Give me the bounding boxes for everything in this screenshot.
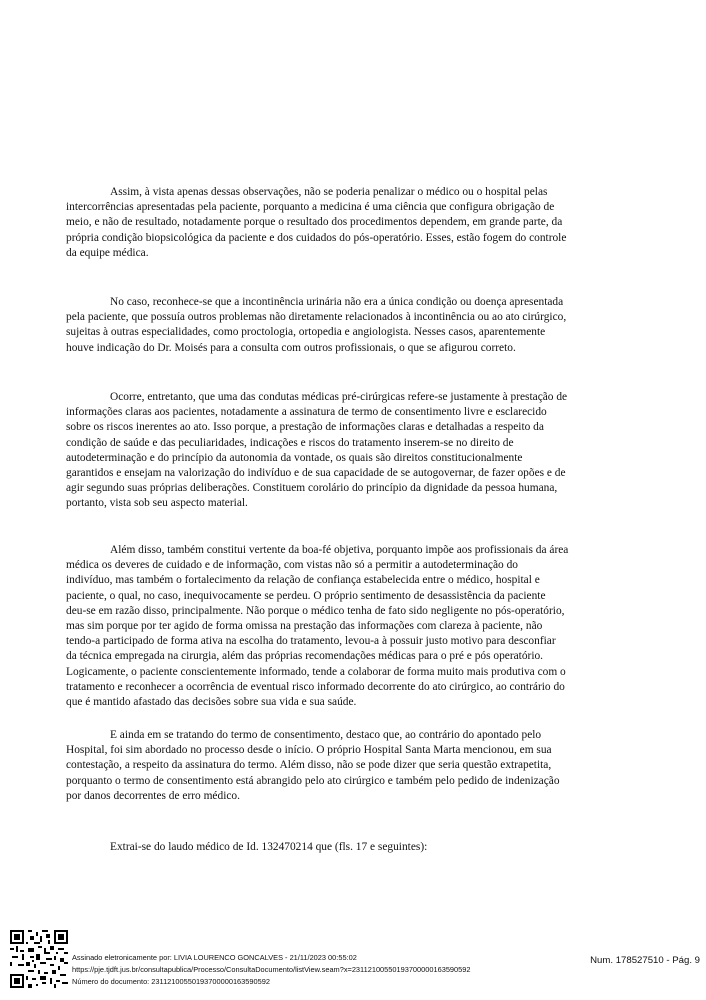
document-number: Número do documento: 23112100550193700000163590592 <box>72 977 270 986</box>
paragraph-line: paciente, o qual, no caso, inequivocamente se perdeu. O próprio sentimento de desassistência da paciente <box>66 589 546 602</box>
paragraph-line: garantidos e ensejam na valorização do indivíduo e de sua capacidade de se autogovernar, de fazer opões e de <box>66 467 566 480</box>
paragraph-line: autodeterminação e do princípio da autonomia da vontade, os quais são direitos constitucionalmente <box>66 451 523 464</box>
paragraph-line: agir segundo suas próprias deliberações. Constituem corolário do princípio da dignidade da pessoa humana, <box>66 482 558 495</box>
paragraph-line: contestação, a respeito da assinatura do termo. Além disso, não se pode dizer que seria questão extrapetita, <box>66 759 552 772</box>
paragraph-line: que é mantido afastado das decisões sobre sua vida e sua saúde. <box>66 696 357 709</box>
qr-code-icon <box>10 930 68 988</box>
paragraph-line: da técnica empregada na cirurgia, além das próprias recomendações médicas para o pré e pós operatório. <box>66 650 544 663</box>
paragraph-line: própria condição biopsicológica da paciente e dos cuidados do pós-operatório. Esses, estão fogem do controle <box>66 231 567 244</box>
paragraph-line: indivíduo, mas também o fortalecimento da relação de confiança estabelecida entre o médico, hospital e <box>66 574 540 587</box>
paragraph-6 <box>66 840 642 855</box>
signature-line: Assinado eletronicamente por: LIVIA LOURENCO GONCALVES - 21/11/2023 00:55:02 <box>72 953 357 962</box>
paragraph-line: Além disso, também constitui vertente da boa-fé objetiva, porquanto impõe aos profissionais da área <box>110 544 569 556</box>
paragraph-line: condição de saúde e das peculiaridades, indicações e riscos do tratamento inserem-se no direito de <box>66 436 514 449</box>
paragraph-line: houve indicação do Dr. Moisés para a consulta com outros profissionais, o que se afigurou correto. <box>66 341 516 354</box>
paragraph-line: médica os deveres de cuidado e de informação, com vistas não só a permitir a autodeterminação do <box>66 559 518 572</box>
paragraph-line: porquanto o termo de consentimento está abrangido pelo ato cirúrgico e também pelo pedido de indenização <box>66 774 560 787</box>
paragraph-line: tratamento e reconhecer a ocorrência de eventual risco informado decorrente do ato cirúrgico, ao contrário do <box>66 680 565 693</box>
document-url[interactable]: https://pje.tjdft.jus.br/consultapublica/Processo/ConsultaDocumento/listView.seam?x=23112100550193700000163590592 <box>72 965 471 974</box>
paragraph-line: Extrai-se do laudo médico de Id. 132470214 que (fls. 17 e seguintes): <box>110 841 428 853</box>
paragraph-line: Ocorre, entretanto, que uma das condutas médicas pré-cirúrgicas refere-se justamente à prestação de <box>110 391 568 403</box>
paragraph-line: por danos decorrentes de erro médico. <box>66 789 240 802</box>
paragraph-line: deu-se em razão disso, principalmente. Não porque o médico tenha de fato sido negligente no pós-operatório, <box>66 604 565 617</box>
paragraph-5 <box>66 728 642 804</box>
paragraph-line: tendo-a participado de forma ativa na escolha do tratamento, levou-a à possuir justo motivo para desconfiar <box>66 635 556 648</box>
paragraph-line: da equipe médica. <box>66 246 149 259</box>
paragraph-line: Logicamente, o paciente conscientemente informado, tende a colaborar de forma muito mais produtiva com o <box>66 665 566 678</box>
paragraph-line: sujeitas à outras especialidades, como proctologia, ortopedia e angiologista. Nesses casos, aparentemente <box>66 326 546 339</box>
paragraph-line: portanto, vista sob seu aspecto material. <box>66 497 248 510</box>
paragraph-line: intercorrências apresentadas pela paciente, porquanto a medicina é uma ciência que configura obrigação de <box>66 201 555 214</box>
paragraph-2 <box>66 295 642 356</box>
paragraph-line: pela paciente, que possuía outros problemas não diretamente relacionados à incontinência ou ao ato cirúrgico, <box>66 311 567 324</box>
paragraph-4 <box>66 543 642 710</box>
page-number: Num. 178527510 - Pág. 9 <box>590 955 700 966</box>
paragraph-line: meio, e não de resultado, notadamente porque o resultado dos procedimentos dependem, em grande parte, da <box>66 216 563 229</box>
paragraph-line: E ainda em se tratando do termo de consentimento, destaco que, ao contrário do apontado pelo <box>110 729 542 741</box>
paragraph-line: informações claras aos pacientes, notadamente a assinatura de termo de consentimento livre e esclarecido <box>66 406 547 419</box>
paragraph-line: mas sim porque por ter agido de forma omissa na prestação das informações com clareza à paciente, não <box>66 620 543 633</box>
paragraph-line: No caso, reconhece-se que a incontinência urinária não era a única condição ou doença apresentada <box>110 296 564 308</box>
paragraph-line: Hospital, foi sim abordado no processo desde o início. O próprio Hospital Santa Marta mencionou, em sua <box>66 744 552 757</box>
paragraph-3 <box>66 390 642 512</box>
paragraph-1 <box>66 185 642 261</box>
paragraph-line: sobre os riscos inerentes ao ato. Isso porque, a prestação de informações claras e detalhadas a respeito da <box>66 421 544 434</box>
paragraph-line: Assim, à vista apenas dessas observações, não se poderia penalizar o médico ou o hospital pelas <box>110 186 548 198</box>
